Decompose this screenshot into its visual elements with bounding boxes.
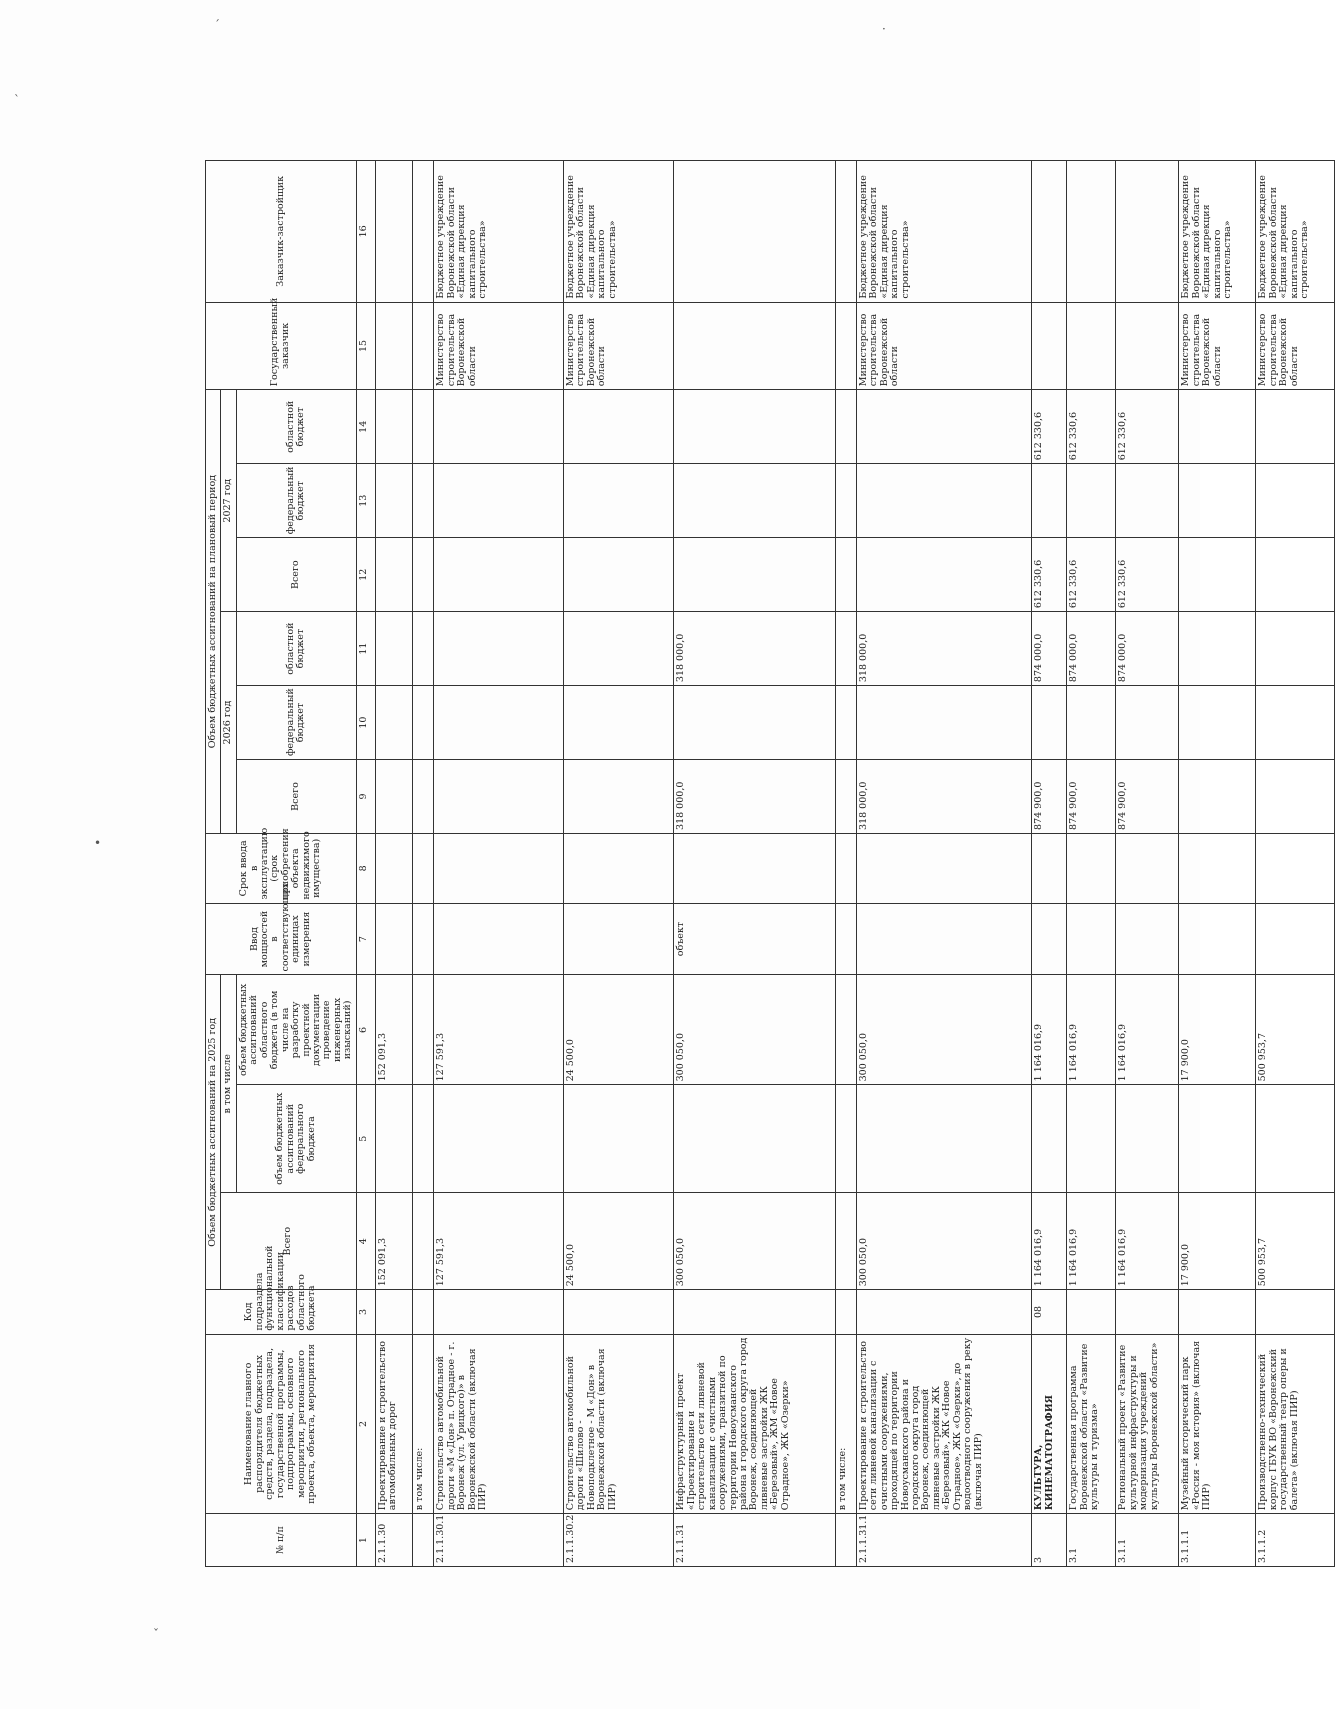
row-total-2027 — [835, 538, 856, 612]
row-customer: Министерство строительства Воронежской области — [434, 302, 563, 390]
row-reg-2027 — [375, 390, 413, 464]
row-fed-2025 — [856, 1085, 1032, 1193]
row-number: 3.1.1.1 — [1179, 1514, 1256, 1567]
row-code — [674, 1290, 836, 1334]
row-total-2025: 1 164 016,9 — [1116, 1193, 1179, 1290]
scan-speck: · — [882, 22, 886, 36]
row-number: 2.1.1.30.1 — [434, 1514, 563, 1567]
header-name: Наименование главного распорядителя бюджетных средств, раздела, подраздела, государственной программы, подпрограммы, основного мероприятия, регионального проекта, объекта, мероприятия — [206, 1334, 357, 1514]
row-term — [1179, 833, 1256, 903]
row-fed-2025 — [375, 1085, 413, 1193]
row-customer: Министерство строительства Воронежской области — [1256, 302, 1334, 390]
row-reg-2026 — [413, 612, 434, 686]
row-number: 3 — [1032, 1514, 1067, 1567]
column-number: 9 — [356, 760, 375, 834]
row-reg-2025 — [835, 975, 856, 1085]
row-code — [413, 1290, 434, 1334]
row-reg-2027 — [1179, 390, 1256, 464]
row-total-2025: 300 050,0 — [674, 1193, 836, 1290]
row-fed-2027 — [1179, 464, 1256, 538]
row-fed-2027 — [856, 464, 1032, 538]
row-term — [856, 833, 1032, 903]
row-reg-2026 — [1256, 612, 1334, 686]
header-term: Срок ввода в эксплуатацию (срок приобретения объекта недвижимого имущества) — [206, 833, 357, 903]
row-number: 3.1 — [1067, 1514, 1116, 1567]
row-total-2027: 612 330,6 — [1116, 538, 1179, 612]
row-term — [375, 833, 413, 903]
row-name: Строительство автомобильной дороги «Шилово - Новоподклетное - М «Дон» в Воронежской области (включая ПИР) — [563, 1334, 674, 1514]
row-customer: Министерство строительства Воронежской области — [1179, 302, 1256, 390]
header-customer: Государственный заказчик — [206, 302, 357, 390]
row-code — [1256, 1290, 1334, 1334]
row-fed-2025 — [1067, 1085, 1116, 1193]
header-including: в том числе — [221, 975, 236, 1193]
row-developer: Бюджетное учреждение Воронежской области «Единая дирекция капитального строительства» — [563, 161, 674, 303]
row-fed-2027 — [563, 464, 674, 538]
header-no: № п/п — [206, 1514, 357, 1567]
column-number: 16 — [356, 161, 375, 303]
row-name: Строительство автомобильной дороги «М «Дон» п. Отрадное - г. Воронеж (ул. Урицкого)» в Воронежской области (включая ПИР) — [434, 1334, 563, 1514]
row-total-2026 — [413, 760, 434, 834]
table-row — [856, 161, 1032, 1567]
row-customer — [674, 302, 836, 390]
row-fed-2027 — [1032, 464, 1067, 538]
row-reg-2025: 1 164 016,9 — [1032, 975, 1067, 1085]
row-total-2027 — [563, 538, 674, 612]
row-fed-2027 — [835, 464, 856, 538]
row-reg-2027 — [835, 390, 856, 464]
row-developer — [674, 161, 836, 303]
row-reg-2027 — [434, 390, 563, 464]
row-fed-2026 — [1179, 686, 1256, 760]
row-customer: Министерство строительства Воронежской области — [563, 302, 674, 390]
row-number: 3.1.1.2 — [1256, 1514, 1334, 1567]
row-fed-2025 — [1032, 1085, 1067, 1193]
table-frame — [205, 160, 1311, 1567]
table-row — [674, 161, 836, 1567]
row-total-2025 — [413, 1193, 434, 1290]
header-year-2027: 2027 год — [221, 390, 236, 612]
header-fed-2025: объем бюджетных ассигнований федерального бюджета — [236, 1085, 356, 1193]
row-capacity — [1116, 903, 1179, 975]
row-developer — [413, 161, 434, 303]
header-fed-2026: федеральный бюджет — [236, 686, 356, 760]
column-number: 4 — [356, 1193, 375, 1290]
table-row — [1116, 161, 1179, 1567]
table-row — [1179, 161, 1256, 1567]
row-reg-2025: 1 164 016,9 — [1067, 975, 1116, 1085]
row-reg-2026: 318 000,0 — [674, 612, 836, 686]
row-fed-2027 — [1256, 464, 1334, 538]
row-term — [1067, 833, 1116, 903]
column-number: 5 — [356, 1085, 375, 1193]
row-developer — [1032, 161, 1067, 303]
header-reg-2027: областной бюджет — [236, 390, 356, 464]
header-group-2025: Объем бюджетных ассигнований на 2025 год — [206, 975, 221, 1290]
table-row — [1067, 161, 1116, 1567]
table-row — [413, 161, 434, 1567]
row-name: Инфраструктурный проект «Проектирование и строительство сети ливневой канализации с очистными сооружениями, транзитной по территории Новоусманского района и городского округа город Воронеж, соединяющей ливневые застройки ЖК «Березовый», ЖМ «Новое Отрадное», ЖК «Озерки» — [674, 1334, 836, 1514]
row-fed-2026 — [1067, 686, 1116, 760]
row-capacity — [1067, 903, 1116, 975]
row-reg-2025: 500 953,7 — [1256, 975, 1334, 1085]
row-reg-2026: 874 000,0 — [1116, 612, 1179, 686]
table-row — [434, 161, 563, 1567]
row-developer — [375, 161, 413, 303]
table-header — [206, 161, 376, 1567]
row-total-2025: 152 091,3 — [375, 1193, 413, 1290]
row-reg-2027 — [413, 390, 434, 464]
row-reg-2025 — [413, 975, 434, 1085]
row-code — [835, 1290, 856, 1334]
column-number: 14 — [356, 390, 375, 464]
header-total-2025: Всего — [221, 1193, 356, 1290]
row-fed-2026 — [1032, 686, 1067, 760]
rotated-table-container — [205, 160, 1311, 1567]
row-fed-2026 — [1116, 686, 1179, 760]
row-customer — [413, 302, 434, 390]
row-fed-2026 — [375, 686, 413, 760]
row-fed-2026 — [1256, 686, 1334, 760]
row-reg-2027 — [1256, 390, 1334, 464]
row-total-2027 — [856, 538, 1032, 612]
row-fed-2027 — [413, 464, 434, 538]
row-number: 2.1.1.30.2 — [563, 1514, 674, 1567]
row-reg-2027: 612 330,6 — [1116, 390, 1179, 464]
row-total-2026: 874 900,0 — [1032, 760, 1067, 834]
row-term — [563, 833, 674, 903]
row-fed-2025 — [835, 1085, 856, 1193]
row-fed-2025 — [563, 1085, 674, 1193]
header-capacity: Ввод мощностей в соответствующих единицах измерения — [206, 903, 357, 975]
row-reg-2026 — [375, 612, 413, 686]
header-year-2026: 2026 год — [221, 612, 236, 834]
row-term — [835, 833, 856, 903]
row-total-2027 — [1179, 538, 1256, 612]
row-fed-2025 — [434, 1085, 563, 1193]
scan-speck: ` — [14, 93, 20, 107]
row-total-2026: 874 900,0 — [1116, 760, 1179, 834]
header-developer: Заказчик-застройщик — [206, 161, 357, 303]
row-fed-2027 — [1067, 464, 1116, 538]
row-total-2026 — [1256, 760, 1334, 834]
row-fed-2025 — [1116, 1085, 1179, 1193]
column-number: 1 — [356, 1514, 375, 1567]
row-code — [856, 1290, 1032, 1334]
row-total-2027: 612 330,6 — [1067, 538, 1116, 612]
row-name: КУЛЬТУРА, КИНЕМАТОГРАФИЯ — [1032, 1334, 1067, 1514]
row-reg-2025: 24 500,0 — [563, 975, 674, 1085]
row-customer — [375, 302, 413, 390]
header-group-plan: Объем бюджетных ассигнований на плановый период — [206, 390, 221, 834]
row-term — [413, 833, 434, 903]
row-reg-2027 — [563, 390, 674, 464]
row-reg-2026 — [1179, 612, 1256, 686]
row-code — [1067, 1290, 1116, 1334]
column-number: 13 — [356, 464, 375, 538]
row-code — [1179, 1290, 1256, 1334]
row-name: Проектирование и строительство сети ливневой канализации с очистными сооружениями, проходящей по территории Новоусманского района и городского округа город Воронеж, соединяющей ливневые застройки ЖК «Березовый», ЖК «Новое Отрадное», ЖК «Озерки», до водоотводного сооружения в реку (включая ПИР) — [856, 1334, 1032, 1514]
row-code — [375, 1290, 413, 1334]
row-total-2025: 500 953,7 — [1256, 1193, 1334, 1290]
row-developer: Бюджетное учреждение Воронежской области «Единая дирекция капитального строительства» — [1179, 161, 1256, 303]
row-term — [434, 833, 563, 903]
row-total-2026: 318 000,0 — [856, 760, 1032, 834]
row-name: Производственно-технический корпус ГБУК ВО «Воронежский государственный театр оперы и балета» (включая ПИР) — [1256, 1334, 1334, 1514]
row-fed-2026 — [674, 686, 836, 760]
row-customer — [835, 302, 856, 390]
row-capacity — [434, 903, 563, 975]
row-reg-2026: 318 000,0 — [856, 612, 1032, 686]
row-reg-2027 — [856, 390, 1032, 464]
row-reg-2025: 127 591,3 — [434, 975, 563, 1085]
scan-speck: • — [94, 836, 102, 850]
table-row — [563, 161, 674, 1567]
row-name: в том числе: — [835, 1334, 856, 1514]
column-number: 10 — [356, 686, 375, 760]
row-total-2026: 874 900,0 — [1067, 760, 1116, 834]
row-number — [835, 1514, 856, 1567]
row-code — [434, 1290, 563, 1334]
header-fed-2027: федеральный бюджет — [236, 464, 356, 538]
row-fed-2026 — [563, 686, 674, 760]
row-capacity — [563, 903, 674, 975]
column-number: 11 — [356, 612, 375, 686]
row-customer — [1116, 302, 1179, 390]
row-total-2025: 17 900,0 — [1179, 1193, 1256, 1290]
row-number: 3.1.1 — [1116, 1514, 1179, 1567]
row-total-2027 — [375, 538, 413, 612]
column-number: 15 — [356, 302, 375, 390]
row-number: 2.1.1.31.1 — [856, 1514, 1032, 1567]
row-reg-2027: 612 330,6 — [1067, 390, 1116, 464]
row-developer — [835, 161, 856, 303]
row-number: 2.1.1.30 — [375, 1514, 413, 1567]
row-total-2025: 24 500,0 — [563, 1193, 674, 1290]
row-number: 2.1.1.31 — [674, 1514, 836, 1567]
header-reg-2026: областной бюджет — [236, 612, 356, 686]
row-reg-2026: 874 000,0 — [1067, 612, 1116, 686]
header-total-2027: Всего — [236, 538, 356, 612]
row-name: Государственная программа Воронежской области «Развитие культуры и туризма» — [1067, 1334, 1116, 1514]
row-name: Проектирование и строительство автомобильных дорог — [375, 1334, 413, 1514]
row-term — [1116, 833, 1179, 903]
row-customer: Министерство строительства Воронежской области — [856, 302, 1032, 390]
row-capacity — [1032, 903, 1067, 975]
row-reg-2027 — [674, 390, 836, 464]
row-capacity — [835, 903, 856, 975]
column-number: 12 — [356, 538, 375, 612]
row-total-2025: 300 050,0 — [856, 1193, 1032, 1290]
scan-speck: ˇ — [153, 1627, 159, 1641]
row-total-2027 — [674, 538, 836, 612]
header-code: Код подраздела функциональной классификации расходов областного бюджета — [206, 1290, 357, 1334]
row-term — [1032, 833, 1067, 903]
row-total-2027: 612 330,6 — [1032, 538, 1067, 612]
row-reg-2026 — [434, 612, 563, 686]
row-total-2026 — [835, 760, 856, 834]
header-reg-2025: объем бюджетных ассигнований областного бюджета (в том числе на разработку проектной документации проведение инженерных изысканий) — [236, 975, 356, 1085]
column-number-row — [356, 161, 375, 1567]
row-developer: Бюджетное учреждение Воронежской области «Единая дирекция капитального строительства» — [1256, 161, 1334, 303]
column-number: 8 — [356, 833, 375, 903]
row-reg-2025: 300 050,0 — [674, 975, 836, 1085]
row-name: в том числе: — [413, 1334, 434, 1514]
table-row — [1256, 161, 1334, 1567]
row-reg-2025: 17 900,0 — [1179, 975, 1256, 1085]
column-number: 7 — [356, 903, 375, 975]
row-reg-2025: 152 091,3 — [375, 975, 413, 1085]
row-reg-2025: 1 164 016,9 — [1116, 975, 1179, 1085]
row-total-2026: 318 000,0 — [674, 760, 836, 834]
row-total-2025 — [835, 1193, 856, 1290]
row-customer — [1032, 302, 1067, 390]
row-code — [563, 1290, 674, 1334]
row-fed-2027 — [1116, 464, 1179, 538]
row-number — [413, 1514, 434, 1567]
row-reg-2026: 874 000,0 — [1032, 612, 1067, 686]
row-developer: Бюджетное учреждение Воронежской области «Единая дирекция капитального строительства» — [434, 161, 563, 303]
row-fed-2026 — [835, 686, 856, 760]
row-total-2027 — [434, 538, 563, 612]
row-total-2025: 1 164 016,9 — [1067, 1193, 1116, 1290]
row-capacity — [1179, 903, 1256, 975]
row-fed-2025 — [674, 1085, 836, 1193]
row-name: Региональный проект «Развитие культурной инфраструктуры и модернизация учреждений культуры Воронежской области» — [1116, 1334, 1179, 1514]
row-capacity — [1256, 903, 1334, 975]
scan-speck: ´ — [214, 18, 220, 32]
row-total-2025: 1 164 016,9 — [1032, 1193, 1067, 1290]
row-term — [1256, 833, 1334, 903]
row-fed-2025 — [1179, 1085, 1256, 1193]
row-total-2026 — [375, 760, 413, 834]
row-capacity — [413, 903, 434, 975]
row-fed-2025 — [1256, 1085, 1334, 1193]
row-fed-2027 — [434, 464, 563, 538]
row-fed-2026 — [413, 686, 434, 760]
column-number: 2 — [356, 1334, 375, 1514]
budget-table — [205, 160, 1335, 1567]
row-capacity: объект — [674, 903, 836, 975]
row-total-2027 — [1256, 538, 1334, 612]
table-row — [375, 161, 413, 1567]
row-capacity — [375, 903, 413, 975]
row-total-2026 — [563, 760, 674, 834]
row-fed-2027 — [375, 464, 413, 538]
row-code: 08 — [1032, 1290, 1067, 1334]
row-customer — [1067, 302, 1116, 390]
table-row — [835, 161, 856, 1567]
row-fed-2026 — [856, 686, 1032, 760]
row-name: Музейный исторический парк «Россия - моя история» (включая ПИР) — [1179, 1334, 1256, 1514]
row-total-2025: 127 591,3 — [434, 1193, 563, 1290]
row-fed-2027 — [674, 464, 836, 538]
row-code — [1116, 1290, 1179, 1334]
row-fed-2025 — [413, 1085, 434, 1193]
row-total-2026 — [434, 760, 563, 834]
column-number: 6 — [356, 975, 375, 1085]
table-row — [1032, 161, 1067, 1567]
row-capacity — [856, 903, 1032, 975]
row-reg-2026 — [563, 612, 674, 686]
row-reg-2025: 300 050,0 — [856, 975, 1032, 1085]
row-reg-2027: 612 330,6 — [1032, 390, 1067, 464]
row-term — [674, 833, 836, 903]
row-fed-2026 — [434, 686, 563, 760]
row-developer — [1116, 161, 1179, 303]
header-total-2026: Всего — [236, 760, 356, 834]
row-developer: Бюджетное учреждение Воронежской области «Единая дирекция капитального строительства» — [856, 161, 1032, 303]
table-body — [375, 161, 1334, 1567]
row-developer — [1067, 161, 1116, 303]
row-total-2027 — [413, 538, 434, 612]
column-number: 3 — [356, 1290, 375, 1334]
row-total-2026 — [1179, 760, 1256, 834]
row-reg-2026 — [835, 612, 856, 686]
